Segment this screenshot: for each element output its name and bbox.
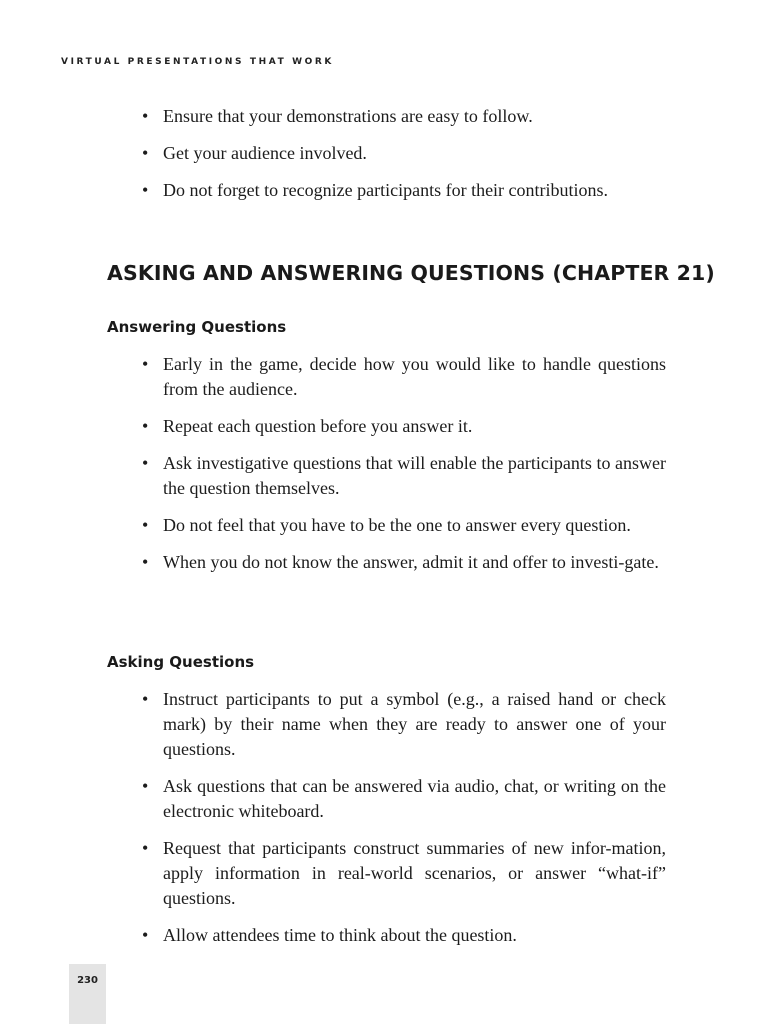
chapter-heading: ASKING AND ANSWERING QUESTIONS (CHAPTER 21): [107, 261, 715, 285]
list-item-text: Do not feel that you have to be the one to answer every question.: [163, 515, 631, 535]
bullet-icon: •: [142, 838, 149, 858]
list-item: [140, 141, 666, 166]
list-item-text: Ensure that your demonstrations are easy to follow.: [163, 106, 533, 126]
bullet-icon: •: [142, 143, 149, 163]
list-item: [140, 178, 666, 203]
list-item-text: Early in the game, decide how you would like to handle questions from the audience.: [163, 354, 666, 399]
bullet-icon: •: [142, 453, 149, 473]
list-item-text: Instruct participants to put a symbol (e.g., a raised hand or check mark) by their name when they are ready to answer one of your questions.: [163, 689, 666, 759]
intro-bullet-list: [140, 104, 666, 215]
page-number: 230: [77, 975, 98, 986]
bullet-icon: •: [142, 925, 149, 945]
list-item: [140, 774, 666, 824]
list-item-text: Allow attendees time to think about the question.: [163, 925, 517, 945]
running-head: VIRTUAL PRESENTATIONS THAT WORK: [61, 57, 334, 67]
list-item-text: Ask investigative questions that will enable the participants to answer the question themselves.: [163, 453, 666, 498]
list-item-text: When you do not know the answer, admit it and offer to investi-gate.: [163, 552, 659, 572]
bullet-icon: •: [142, 416, 149, 436]
list-item-text: Repeat each question before you answer it.: [163, 416, 473, 436]
list-item-text: Request that participants construct summaries of new infor-mation, apply information in real-world scenarios, or answer “what-if” questions.: [163, 838, 666, 908]
asking-bullet-list: [140, 687, 666, 960]
bullet-icon: •: [142, 106, 149, 126]
answering-questions-heading: Answering Questions: [107, 318, 287, 336]
list-item: [140, 451, 666, 501]
list-item: [140, 352, 666, 402]
bullet-icon: •: [142, 354, 149, 374]
list-item: [140, 513, 666, 538]
list-item: [140, 923, 666, 948]
list-item: [140, 104, 666, 129]
bullet-icon: •: [142, 180, 149, 200]
list-item: [140, 414, 666, 439]
bullet-icon: •: [142, 515, 149, 535]
bullet-icon: •: [142, 689, 149, 709]
asking-questions-heading: Asking Questions: [107, 653, 255, 671]
list-item-text: Do not forget to recognize participants for their contributions.: [163, 180, 609, 200]
list-item: [140, 687, 666, 762]
answering-bullet-list: [140, 352, 666, 587]
bullet-icon: •: [142, 552, 149, 572]
list-item-text: Get your audience involved.: [163, 143, 367, 163]
bullet-icon: •: [142, 776, 149, 796]
list-item: [140, 836, 666, 911]
list-item-text: Ask questions that can be answered via audio, chat, or writing on the electronic whiteboard.: [163, 776, 666, 821]
list-item: [140, 550, 666, 575]
page-number-tab: [69, 964, 106, 1024]
